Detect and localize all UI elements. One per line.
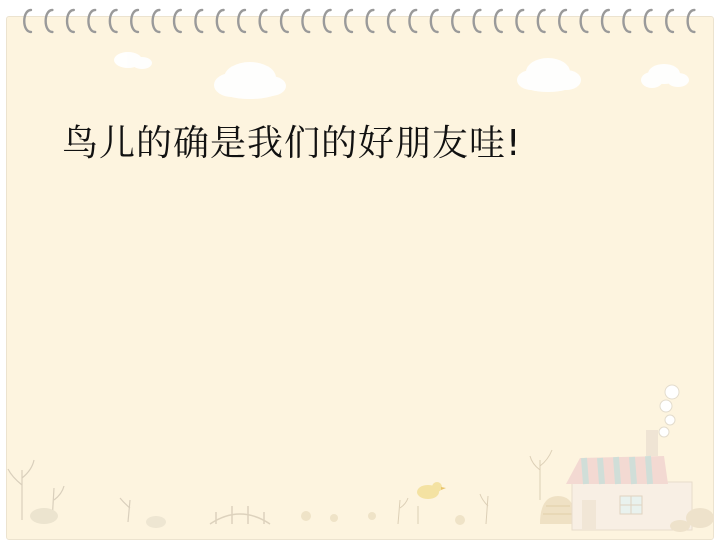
slide-headline: 鸟儿的确是我们的好朋友哇! [62, 123, 522, 164]
spiral-ring [431, 10, 438, 32]
spiral-ring [88, 10, 95, 32]
spiral-ring [666, 10, 673, 32]
spiral-ring [538, 10, 545, 32]
spiral-ring [388, 10, 395, 32]
spiral-ring [131, 10, 138, 32]
spiral-ring [581, 10, 588, 32]
spiral-ring [602, 10, 609, 32]
spiral-ring [324, 10, 331, 32]
spiral-ring [67, 10, 74, 32]
spiral-ring [238, 10, 245, 32]
spiral-ring [495, 10, 502, 32]
spiral-ring [645, 10, 652, 32]
notebook-paper [6, 16, 714, 540]
spiral-ring [516, 10, 523, 32]
spiral-ring [46, 10, 53, 32]
spiral-ring [302, 10, 309, 32]
spiral-ring [345, 10, 352, 32]
spiral-ring [409, 10, 416, 32]
spiral-ring [260, 10, 267, 32]
spiral-ring [195, 10, 202, 32]
spiral-ring [688, 10, 695, 32]
spiral-ring [281, 10, 288, 32]
spiral-ring [217, 10, 224, 32]
spiral-binding [0, 0, 720, 46]
spiral-ring [367, 10, 374, 32]
spiral-ring [559, 10, 566, 32]
spiral-ring [174, 10, 181, 32]
spiral-ring [153, 10, 160, 32]
spiral-ring [623, 10, 630, 32]
spiral-ring [110, 10, 117, 32]
spiral-ring [24, 10, 31, 32]
spiral-ring [474, 10, 481, 32]
spiral-ring [452, 10, 459, 32]
